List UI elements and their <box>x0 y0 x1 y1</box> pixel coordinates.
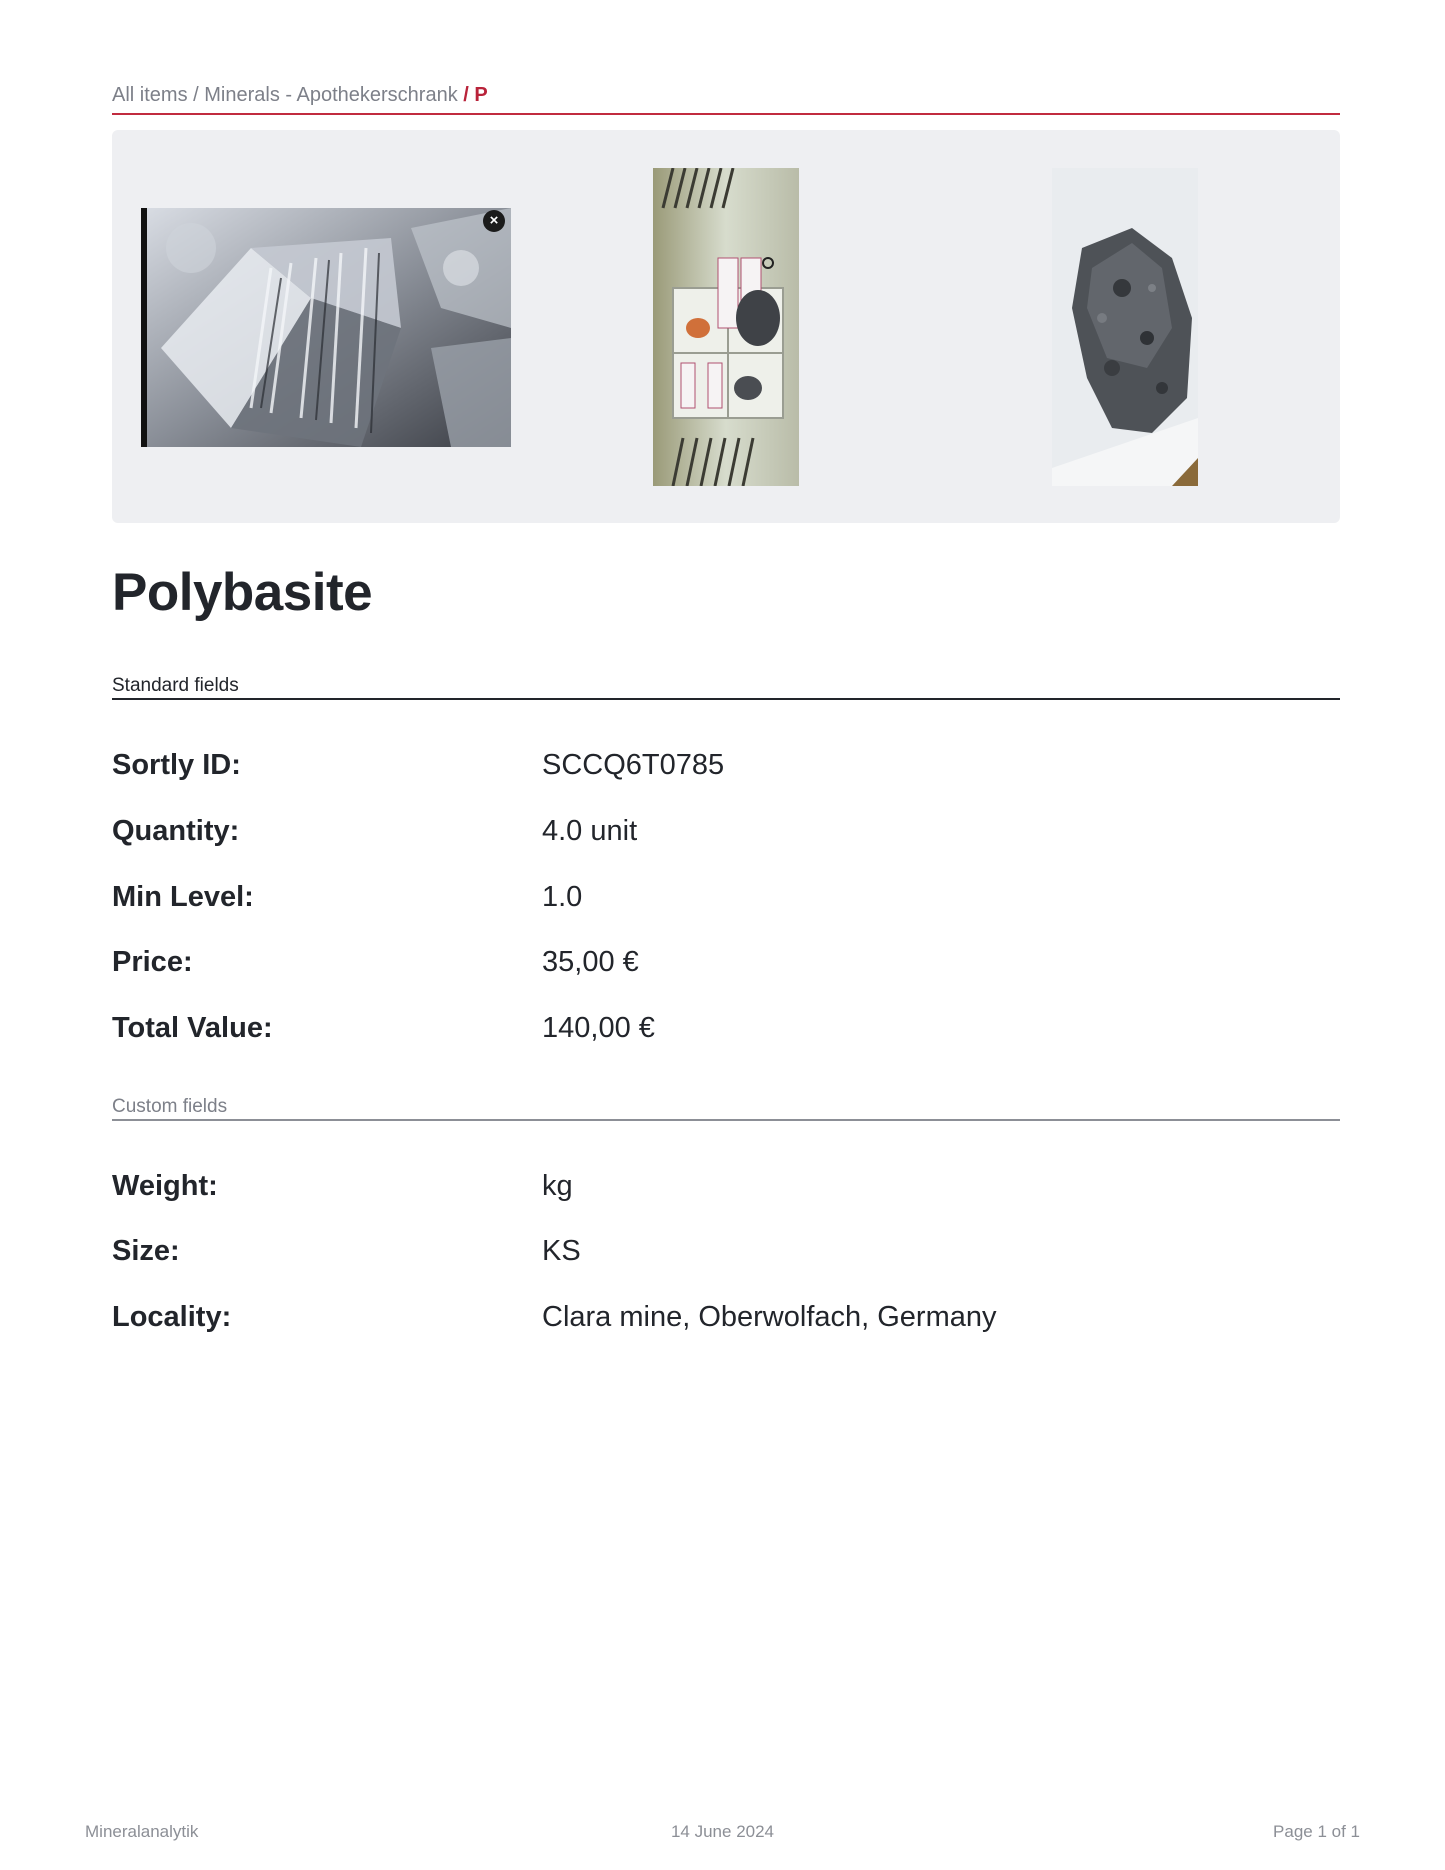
field-value: kg <box>542 1170 573 1202</box>
close-icon[interactable]: × <box>483 210 505 232</box>
field-label: Quantity: <box>112 815 240 847</box>
field-value: 140,00 € <box>542 1012 655 1044</box>
breadcrumb-separator: / <box>463 84 469 106</box>
item-title: Polybasite <box>112 563 373 622</box>
field-label: Min Level: <box>112 881 254 913</box>
footer-date: 14 June 2024 <box>670 1822 775 1841</box>
field-value: 35,00 € <box>542 946 639 978</box>
breadcrumb-current: P <box>474 84 488 106</box>
breadcrumb <box>112 84 488 107</box>
breadcrumb-root-link[interactable]: All items <box>112 84 188 106</box>
field-value: 1.0 <box>542 881 583 913</box>
field-row-weight <box>112 1170 1340 1210</box>
field-row-quantity <box>112 815 1340 855</box>
footer-company: Mineralanalytik <box>85 1822 199 1841</box>
custom-fields-divider <box>112 1119 1340 1121</box>
field-row-locality <box>112 1301 1340 1341</box>
breadcrumb-folder-link[interactable]: Minerals - Apothekerschrank <box>204 84 458 106</box>
field-label: Locality: <box>112 1301 232 1333</box>
field-row-min-level <box>112 881 1340 921</box>
field-label: Size: <box>112 1235 180 1267</box>
gallery-photo-crystal[interactable] <box>141 208 511 447</box>
field-value: KS <box>542 1235 581 1267</box>
field-row-sortly-id <box>112 749 1340 789</box>
standard-fields-heading: Standard fields <box>112 675 239 696</box>
photo-gallery <box>112 130 1340 523</box>
field-row-price <box>112 946 1340 986</box>
custom-fields-heading: Custom fields <box>112 1096 228 1117</box>
standard-fields-divider <box>112 698 1340 700</box>
breadcrumb-separator: / <box>193 84 199 106</box>
field-row-total-value <box>112 1012 1340 1052</box>
field-label: Price: <box>112 946 193 978</box>
field-label: Weight: <box>112 1170 218 1202</box>
field-row-size <box>112 1235 1340 1275</box>
field-value: SCCQ6T0785 <box>542 749 725 781</box>
gallery-photo-drawer[interactable] <box>653 168 799 486</box>
field-label: Total Value: <box>112 1012 273 1044</box>
breadcrumb-divider <box>112 113 1340 115</box>
footer-page-number: Page 1 of 1 <box>1273 1822 1360 1841</box>
gallery-photo-rock[interactable] <box>1052 168 1198 486</box>
field-value: 4.0 unit <box>542 815 638 847</box>
field-label: Sortly ID: <box>112 749 241 781</box>
field-value: Clara mine, Oberwolfach, Germany <box>542 1301 997 1333</box>
